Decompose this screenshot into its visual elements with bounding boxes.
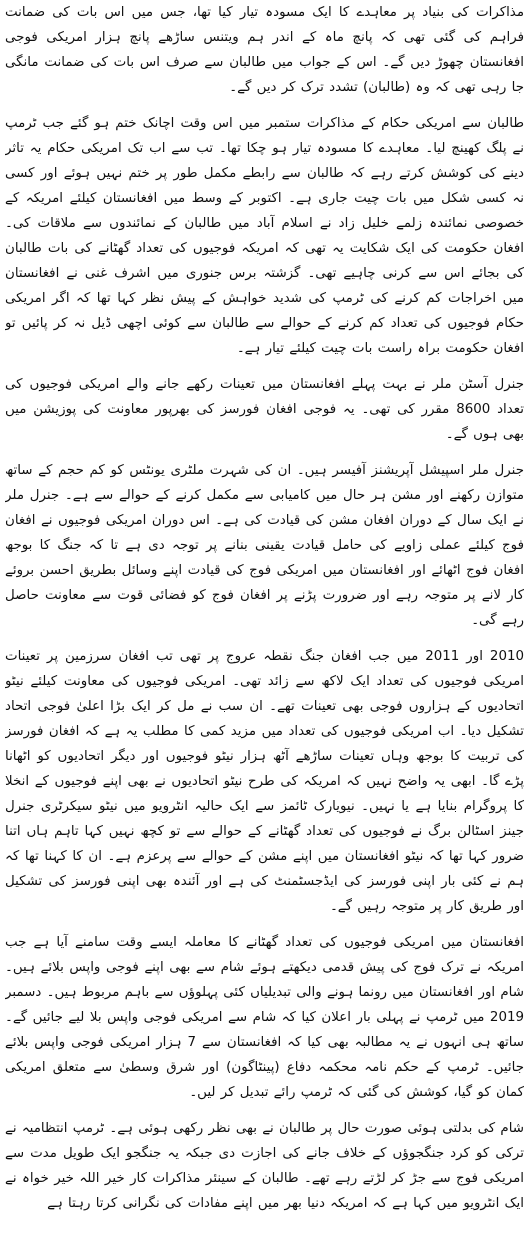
paragraph: جنرل ملر اسپیشل آپریشنز آفیسر ہیں۔ ان کی شہرت ملٹری یونٹس کو کم حجم کے ساتھ متوازن رکھنے اور مشن ہر حال میں کامیابی سے مکمل کرنے کے حوالے سے ہے۔ جنرل ملر نے ایک سال کے دوران افغان مشن کی قیادت کی ہے۔ اس دوران امریکی فوجیوں نے افغان فوج کیلئے عملی زاویے کی حامل قیادت یقینی بنانے پر توجہ دی ہے تا کہ جنگ کا بوجھ افغان فوج اٹھائے اور افغانستان میں امریکی فوج کی قیادت اپنے وسائل بطریق احسن بروئے کار لانے پر متوجہ رہے اور ضرورت پڑنے پر افغان فوج کو فضائی قوت سے معاونت حاصل رہے گی۔ <box>5 463 524 628</box>
paragraph: افغانستان میں امریکی فوجیوں کی تعداد گھٹانے کا معاملہ ایسے وقت سامنے آیا ہے جب امریکہ نے ترک فوج کی پیش قدمی دیکھتے ہوئے شام سے بھی اپنے فوجی واپس بلائے ہیں۔ شام اور افغانستان میں رونما ہونے والی تبدیلیاں کئی پہلوؤں سے باہم مربوط ہیں۔ دسمبر 2019 میں ٹرمپ نے پہلی بار اعلان کیا کہ شام سے امریکی فوجی واپس بلا لیے جائیں گے۔ ساتھ ہی انہوں نے یہ مطالبہ بھی کیا کہ افغانستان سے 7 ہزار امریکی فوجی واپس بلائے جائیں۔ ٹرمپ کے حکم نامہ محکمہ دفاع (پینٹاگون) اور شرق وسطیٰ سے متعلق امریکی کمان کو گیا، کوشش کی گئی کہ ٹرمپ رائے تبدیل کر لیں۔ <box>5 935 524 1100</box>
paragraph: مذاکرات کی بنیاد پر معاہدے کا ایک مسودہ تیار کیا تھا، جس میں اس بات کی ضمانت فراہم کی گئی تھی کہ پانچ ماہ کے اندر ہم ویتنس ساڑھے پانچ ہزار امریکی فوجی افغانستان چھوڑ دیں گے۔ اس کے جواب میں طالبان سے صرف اس بات کی ضمانت مانگی جا رہی تھی کہ وہ (طالبان) تشدد ترک کر دیں گے۔ <box>5 5 524 95</box>
paragraph: طالبان سے امریکی حکام کے مذاکرات ستمبر میں اس وقت اچانک ختم ہو گئے جب ٹرمپ نے پلگ کھینچ لیا۔ معاہدے کا مسودہ تیار ہو چکا تھا۔ تب سے اب تک امریکی حکام یہ تاثر دینے کی کوشش کرتے رہے کہ طالبان سے رابطے مکمل طور پر ختم نہیں ہوئے اور کسی نہ کسی شکل میں بات چیت جاری ہے۔ اکتوبر کے وسط میں افغانستان کیلئے امریکہ کے خصوصی نمائندہ زلمے خلیل زاد نے اسلام آباد میں طالبان کے نمائندوں سے ملاقات کی۔ افغان حکومت کی ایک شکایت یہ تھی کہ امریکہ فوجیوں کی تعداد گھٹانے کی بات طالبان کی بجائے اس سے کرنی چاہیے تھی۔ گزشتہ برس جنوری میں اشرف غنی نے افغانستان میں اخراجات کم کرنے کی ٹرمپ کی شدید خواہش کے پیش نظر کہا تھا کہ اگر امریکی حکام فوجیوں کی تعداد کم کرنے کے حوالے سے طالبان سے کوئی اچھی ڈیل نہ کر پائیں تو افغان حکومت براہ راست بات چیت کیلئے تیار ہے۔ <box>5 116 524 356</box>
paragraph: 2010 اور 2011 میں جب افغان جنگ نقطہ عروج پر تھی تب افغان سرزمین پر تعینات امریکی فوجیوں کی تعداد ایک لاکھ سے زائد تھی۔ امریکی فوجیوں کی معاونت کیلئے نیٹو اتحادیوں کے ہزاروں فوجی بھی تعینات تھے۔ ان سب نے مل کر ایک بڑا اعلیٰ فوجی اتحاد تشکیل دیا۔ اب امریکی فوجیوں کی تعداد میں مزید کمی کا مطلب یہ ہے کہ افغان فورسز کی تربیت کا بوجھ وہاں تعینات ساڑھے آٹھ ہزار نیٹو فوجیوں اور دیگر اتحادیوں کو اٹھانا پڑے گا۔ ابھی یہ واضح نہیں کہ امریکہ کی طرح نیٹو اتحادیوں نے بھی اپنے فوجیوں کے انخلا کا پروگرام بنایا ہے یا نہیں۔ نیویارک ٹائمز سے ایک حالیہ انٹرویو میں نیٹو سیکرٹری جنرل جینز اسٹالن برگ نے فوجیوں کی تعداد گھٹانے کے حوالے سے تو کچھ نہیں کہا تاہم ہاں اتنا ضرور کہا تھا کہ نیٹو افغانستان میں اپنے مشن کے حوالے سے پرعزم ہے۔ ان کا کہنا تھا کہ ہم نے کئی بار اپنی فورسز کی ایڈجسٹمنٹ کی ہے اور آئندہ بھی اپنی فورسز کی تشکیل اور طریق کار پر متوجہ رہیں گے۔ <box>5 649 524 914</box>
paragraph: جنرل آسٹن ملر نے بہت پہلے افغانستان میں تعینات رکھے جانے والے امریکی فوجیوں کی تعداد 8600 مقرر کی تھی۔ یہ فوجی افغان فورسز کی بھرپور معاونت کی پوزیشن میں بھی ہوں گے۔ <box>5 377 524 442</box>
article-body <box>5 0 524 1258</box>
paragraph: شام کی بدلتی ہوئی صورت حال پر طالبان نے بھی نظر رکھی ہوئی ہے۔ ٹرمپ انتظامیہ نے ترکی کو کرد جنگجوؤں کے خلاف جانے کی اجازت دی جبکہ یہ جنگجو ایک طویل مدت سے امریکی فوج سے جڑ کر لڑتے رہے تھے۔ طالبان کے سینئر مذاکرات کار خیر اللہ خیر خواہ نے ایک انٹرویو میں کہا ہے کہ امریکہ دنیا بھر میں اپنے مفادات کی نگرانی کرتا رہتا ہے <box>5 1121 524 1211</box>
